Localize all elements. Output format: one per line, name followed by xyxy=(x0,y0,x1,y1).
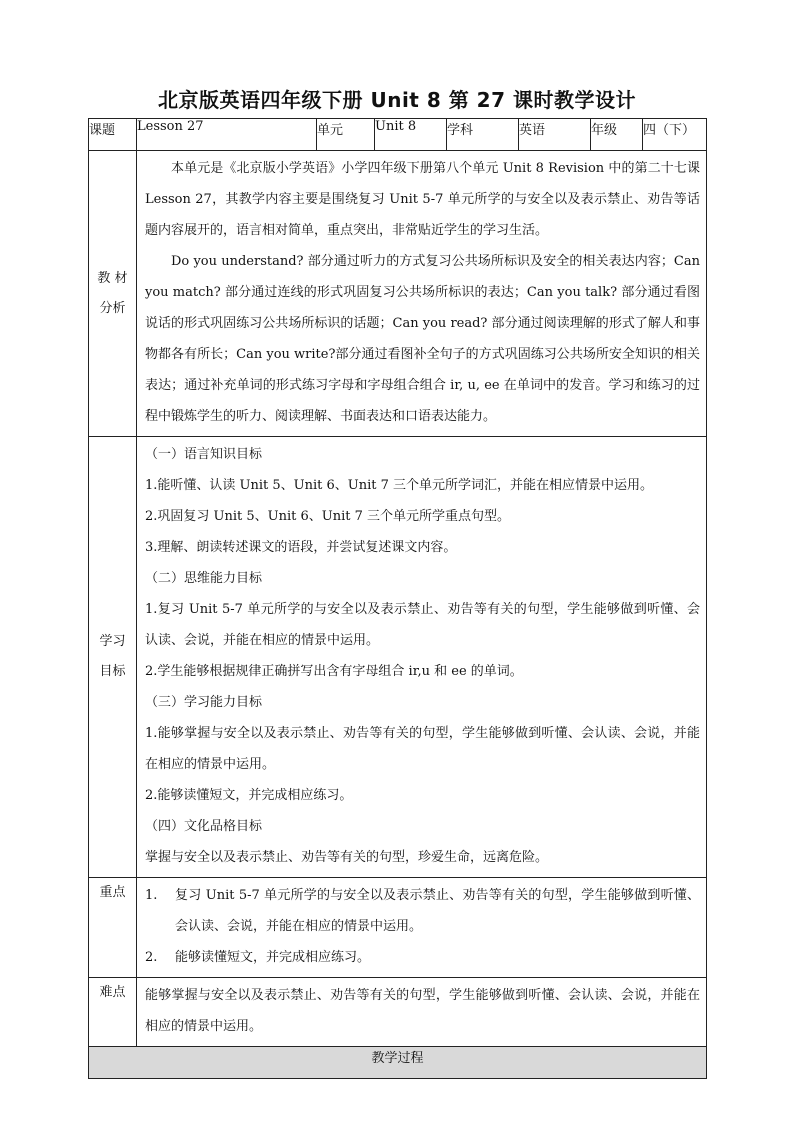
key-point-item xyxy=(145,942,700,973)
objective-item: 3.理解、朗读转述课文的语段，并尝试复述课文内容。 xyxy=(145,540,457,555)
objective-item: 1.能听懂、认读 Unit 5、Unit 6、Unit 7 三个单元所学词汇，并能在相应情景中运用。 xyxy=(145,478,654,493)
header-row xyxy=(89,119,707,151)
subject-label: 学科 xyxy=(447,119,519,151)
topic-value: Lesson 27 xyxy=(137,119,317,151)
unit-value: Unit 8 xyxy=(375,119,447,151)
difficulties-text: 能够掌握与安全以及表示禁止、劝告等有关的句型，学生能够做到听懂、会认读、会说，并能在相应的情景中运用。 xyxy=(145,988,700,1034)
objective-section-heading: （三）学习能力目标 xyxy=(145,695,263,710)
objectives-label-line2: 目标 xyxy=(99,664,126,679)
objectives-label-line1: 学习 xyxy=(99,634,126,649)
analysis-label-line2: 分析 xyxy=(99,300,126,316)
key-point-number: 2. xyxy=(145,950,158,965)
objective-item: 1.复习 Unit 5-7 单元所学的与安全以及表示禁止、劝告等有关的句型，学生能够做到听懂、会认读、会说，并能在相应的情景中运用。 xyxy=(145,602,700,648)
objectives-row xyxy=(89,437,707,878)
objective-section-heading: （一）语言知识目标 xyxy=(145,447,263,462)
topic-label: 课题 xyxy=(89,119,137,151)
objective-section-heading: （二）思维能力目标 xyxy=(145,571,263,586)
key-point-item xyxy=(145,880,700,942)
objectives-label xyxy=(89,437,137,878)
difficulties-content xyxy=(137,978,707,1047)
grade-value: 四（下） xyxy=(643,119,707,151)
key-point-text: 复习 Unit 5-7 单元所学的与安全以及表示禁止、劝告等有关的句型，学生能够做到听懂、会认读、会说，并能在相应的情景中运用。 xyxy=(175,888,700,934)
objective-item: 2.学生能够根据规律正确拼写出含有字母组合 ir,u 和 ee 的单词。 xyxy=(145,664,523,679)
objective-item: 2.巩固复习 Unit 5、Unit 6、Unit 7 三个单元所学重点句型。 xyxy=(145,509,511,524)
analysis-row xyxy=(89,151,707,437)
lesson-plan-table xyxy=(88,118,707,1079)
key-points-content xyxy=(137,878,707,978)
objective-section-heading: （四）文化品格目标 xyxy=(145,819,263,834)
process-header: 教学过程 xyxy=(89,1047,707,1079)
difficulties-label: 难点 xyxy=(89,978,137,1047)
analysis-paragraph: 本单元是《北京版小学英语》小学四年级下册第八个单元 Unit 8 Revision 中的第二十七课 Lesson 27，其教学内容主要是围绕复习 Unit 5-7 单元所学的与安全以及表示禁止、劝告等话题内容展开的，语言相对简单，重点突出，非常贴近学生的学习生活。 xyxy=(145,161,700,238)
analysis-paragraph: Do you understand? 部分通过听力的方式复习公共场所标识及安全的相关表达内容；Can you match? 部分通过连线的形式巩固复习公共场所标识的表达；Can you talk? 部分通过看图说话的形式巩固练习公共场所标识的话题；Can you read? 部分通过阅读理解的形式了解人和事物都各有所长；Can you write?部分通过看图补全句子的方式巩固练习公共场所安全知识的相关表达；通过补充单词的形式练习字母和字母组合组合 ir, u, ee 在单词中的发音。学习和练习的过程中锻炼学生的听力、阅读理解、书面表达和口语表达能力。 xyxy=(145,254,700,424)
key-point-number: 1. xyxy=(145,888,158,903)
objective-item: 2.能够读懂短文，并完成相应练习。 xyxy=(145,788,353,803)
key-points-label: 重点 xyxy=(89,878,137,978)
difficulties-row xyxy=(89,978,707,1047)
key-points-row xyxy=(89,878,707,978)
document-title: 北京版英语四年级下册 Unit 8 第 27 课时教学设计 xyxy=(158,88,636,112)
analysis-label xyxy=(89,151,137,437)
unit-label: 单元 xyxy=(317,119,375,151)
objective-item: 1.能够掌握与安全以及表示禁止、劝告等有关的句型，学生能够做到听懂、会认读、会说，并能在相应的情景中运用。 xyxy=(145,726,700,772)
subject-value: 英语 xyxy=(519,119,591,151)
objectives-content xyxy=(137,437,707,878)
analysis-content xyxy=(137,151,707,437)
process-row xyxy=(89,1047,707,1079)
key-point-text: 能够读懂短文，并完成相应练习。 xyxy=(175,950,371,965)
grade-label: 年级 xyxy=(591,119,643,151)
objective-item: 掌握与安全以及表示禁止、劝告等有关的句型，珍爱生命，远离危险。 xyxy=(145,850,549,865)
analysis-label-line1: 教 材 xyxy=(97,270,128,286)
